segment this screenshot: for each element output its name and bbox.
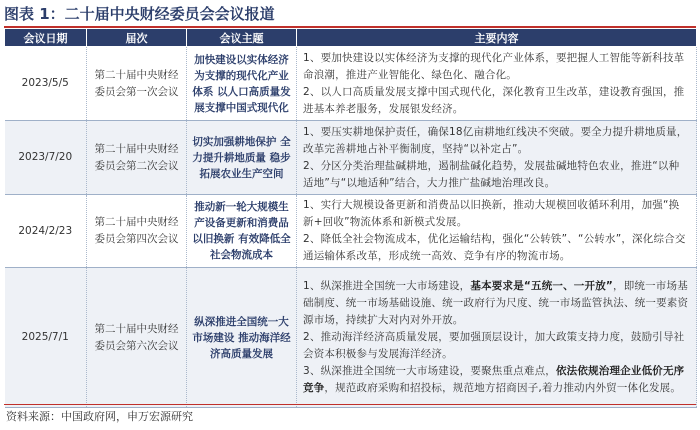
- table-header-row: [5, 29, 697, 47]
- content-text: ，规范政府采购和招投标，规范地方招商因子,着力推动内外贸一体化发展。: [324, 382, 682, 394]
- meetings-table: [4, 28, 697, 408]
- content-paragraph: 2、降低全社会物流成本，优化运输结构，强化“公转铁”、“公转水”，深化综合交通运输体系改革，形成统一高效、竞争有序的物流市场。: [303, 233, 686, 262]
- meeting-content: [297, 47, 697, 121]
- content-emphasis: 基本要求是“五统一、一开放”: [470, 280, 613, 292]
- content-text: 1、纵深推进全国统一大市场建设，: [303, 280, 471, 292]
- meeting-date: 2024/2/23: [5, 195, 87, 268]
- content-text: ，即统一市场基础制度、统一市场基础设施、统一政府行为尺度、统一市场监管执法、统一要素资源市场，持续扩大对内对外开放。: [303, 280, 689, 326]
- content-paragraph: 1、实行大规模设备更新和消费品以旧换新，推动大规模回收循环利用，加强“换新+回收”物流体系和新模式发展。: [303, 199, 680, 228]
- table-row: [5, 121, 697, 195]
- meeting-date: 2025/7/1: [5, 268, 87, 408]
- table-row: [5, 195, 697, 268]
- meeting-session: 第二十届中央财经委员会第六次会议: [87, 268, 187, 408]
- table-row: [5, 47, 697, 121]
- content-paragraph: 2、以人口高质量发展支撑中国式现代化，深化教育卫生改革，建设教育强国，推进基本养老服务，发展银发经济。: [303, 85, 685, 115]
- content-paragraph: 2、分区分类治理盐碱耕地，遏制盐碱化趋势，发展盐碱地特色农业，推进“以种适地”与“以地适种”结合，大力推广盐碱地治理改良。: [303, 159, 680, 189]
- source-divider: [4, 404, 696, 405]
- source-note: 资料来源：中国政府网，申万宏源研究: [6, 410, 193, 423]
- meeting-session: 第二十届中央财经委员会第一次会议: [87, 47, 187, 121]
- meeting-session: 第二十届中央财经委员会第二次会议: [87, 121, 187, 195]
- meeting-theme: 推动新一轮大规模生产设备更新和消费品以旧换新 有效降低全社会物流成本: [187, 195, 297, 268]
- content-paragraph: [303, 363, 690, 397]
- content-paragraph: 1、要加快建设以实体经济为支撑的现代化产业体系，要把握人工智能等新科技革命浪潮，推进产业智能化、绿色化、融合化。: [303, 51, 685, 81]
- content-emphasis: 依法依规治理企业低价无序竞争: [303, 365, 685, 394]
- content-paragraph: [303, 278, 690, 329]
- table-row: [5, 268, 697, 408]
- page-title: 图表 1：二十届中央财经委员会会议报道: [4, 2, 696, 28]
- meeting-theme: 加快建设以实体经济为支撑的现代化产业体系 以人口高质量发展支撑中国式现代化: [187, 47, 297, 121]
- content-text: 3、纵深推进全国统一大市场建设，要聚焦重点难点，: [303, 365, 556, 377]
- meeting-date: 2023/7/20: [5, 121, 87, 195]
- header-theme: 会议主题: [187, 29, 297, 47]
- header-session: 届次: [87, 29, 187, 47]
- header-content: 主要内容: [297, 29, 697, 47]
- meeting-date: 2023/5/5: [5, 47, 87, 121]
- meeting-content: [297, 121, 697, 195]
- content-text: 2、推动海洋经济高质量发展，要加强顶层设计，加大政策支持力度，鼓励引导社会资本积极参与发展海洋经济。: [303, 331, 685, 360]
- meeting-theme: 纵深推进全国统一大市场建设 推动海洋经济高质量发展: [187, 268, 297, 408]
- meeting-content: [297, 195, 697, 268]
- content-paragraph: [303, 329, 690, 363]
- meeting-theme: 切实加强耕地保护 全力提升耕地质量 稳步拓展农业生产空间: [187, 121, 297, 195]
- meeting-content: [297, 268, 697, 408]
- meeting-session: 第二十届中央财经委员会第四次会议: [87, 195, 187, 268]
- header-date: 会议日期: [5, 29, 87, 47]
- content-paragraph: 1、要压实耕地保护责任，确保18亿亩耕地红线决不突破。要全力提升耕地质量，改革完善耕地占补平衡制度，坚持“以补定占”。: [303, 125, 688, 155]
